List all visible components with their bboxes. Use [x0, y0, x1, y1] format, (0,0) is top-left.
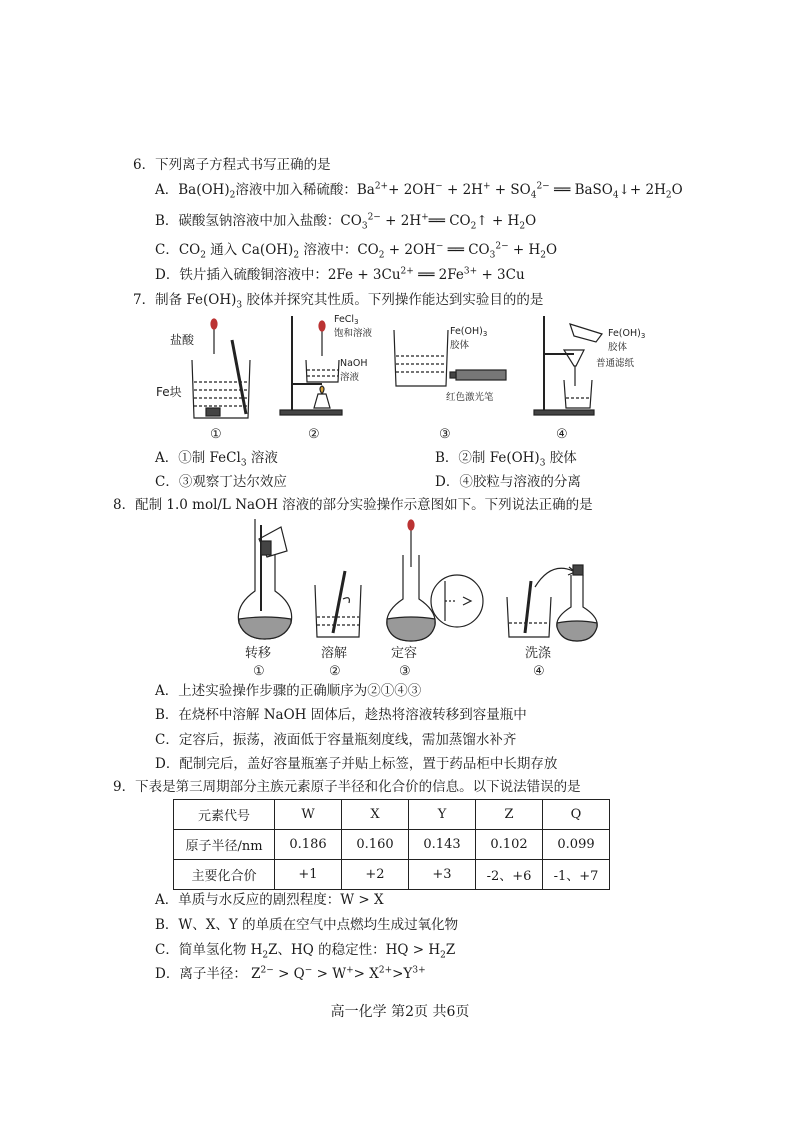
q6-option-d: D．铁片插入硫酸铜溶液中：$2Fe + 3Cu^{2+}$ ══ $2Fe^{3+} + 3Cu$ [155, 266, 525, 283]
q8-caption-2: ② [329, 664, 341, 679]
q8-label-volume: 定容 [391, 646, 418, 661]
q7-caption-3: ③ [439, 427, 451, 442]
q6-option-a: A．$Ba(OH)_2$溶液中加入稀硫酸：$Ba^{2+}+ 2OH^- + 2H^+ + SO_4^{2-}$ ══ BaSO$_4$↓+ $2H_2O$ [155, 181, 683, 201]
table-cell: +3 [409, 860, 476, 890]
q7-caption-2: ② [308, 427, 320, 442]
q6-option-c: C．$CO_2$ 通入 $Ca(OH)_2$ 溶液中：$CO_2 + 2OH^-$ ══ $CO_3^{2-} + H_2O$ [155, 241, 558, 261]
table-cell: -1、+7 [543, 860, 610, 890]
table-cell: X [342, 800, 409, 830]
table-cell: +2 [342, 860, 409, 890]
table-cell: +1 [275, 860, 342, 890]
table-cell: Y [409, 800, 476, 830]
table-cell: 0.186 [275, 830, 342, 860]
q8-step-wash [507, 565, 597, 641]
q7-stem: 7．制备 $Fe(OH)_3$ 胶体并探究其性质。下列操作能达到实验目的的是 [133, 292, 544, 311]
q8-option-a: A．上述实验操作步骤的正确顺序为②①④③ [155, 683, 422, 699]
q7-label-colloid-c: $Fe(OH)_3$ [608, 328, 646, 340]
q7-label-colloid-b: 胶体 [450, 340, 470, 351]
q8-step-dissolve [315, 571, 361, 637]
q7-label-colloid-a: $Fe(OH)_3$ [450, 326, 488, 338]
q7-label-fecl3: FeCl$_3$ [334, 314, 359, 326]
q7-label-acid: 盐酸 [170, 333, 195, 347]
table-cell: 0.143 [409, 830, 476, 860]
q7-apparatus-3 [394, 330, 506, 386]
q7-option-a: A．①制 FeCl$_3$ 溶液 [155, 450, 278, 469]
q7-label-filter-paper: 普通滤纸 [596, 358, 635, 369]
q8-figure [225, 515, 605, 680]
q7-label-colloid-d: 胶体 [608, 342, 628, 353]
table-row [174, 860, 610, 890]
q8-option-c: C．定容后，振荡，液面低于容量瓶刻度线，需加蒸馏水补齐 [155, 732, 517, 748]
table-cell: -2、+6 [476, 860, 543, 890]
table-cell: 0.102 [476, 830, 543, 860]
q7-caption-4: ④ [556, 427, 568, 442]
q7-figure [150, 310, 670, 445]
q7-caption-1: ① [210, 427, 222, 442]
q8-label-wash: 洗涤 [525, 646, 552, 661]
q8-label-dissolve: 溶解 [321, 646, 348, 661]
element-table [173, 799, 610, 890]
table-cell: 主要化合价 [174, 860, 275, 890]
q7-apparatus-2 [280, 316, 342, 415]
q8-option-b: B．在烧杯中溶解 NaOH 固体后，趁热将溶液转移到容量瓶中 [155, 707, 527, 723]
q9-option-b: B．W、X、Y 的单质在空气中点燃均生成过氧化物 [155, 917, 459, 933]
table-cell: Z [476, 800, 543, 830]
table-row [174, 800, 610, 830]
q7-option-d: D．④胶粒与溶液的分离 [435, 474, 581, 490]
table-row [174, 830, 610, 860]
q8-step-transfer [238, 519, 291, 639]
q9-stem: 9．下表是第三周期部分主族元素原子半径和化合价的信息。以下说法错误的是 [113, 779, 581, 795]
q6-option-b: B．碳酸氢钠溶液中加入盐酸：$CO_3^{2-}$ + 2H+══ $CO_2↑ + H_2O$ [155, 212, 537, 232]
q7-option-b: B．②制 $Fe(OH)_3$ 胶体 [435, 450, 577, 469]
q8-label-transfer: 转移 [245, 646, 272, 661]
q7-option-c: C．③观察丁达尔效应 [155, 474, 287, 490]
q8-caption-4: ④ [533, 664, 545, 679]
table-cell: Q [543, 800, 610, 830]
q9-option-a: A．单质与水反应的剧烈程度：W > X [155, 892, 384, 908]
q7-label-naoh: NaOH [340, 358, 368, 369]
q8-caption-3: ③ [399, 664, 411, 679]
q7-label-solution: 溶液 [340, 372, 360, 383]
q8-stem: 8．配制 1.0 mol/L NaOH 溶液的部分实验操作示意图如下。下列说法正确的是 [113, 497, 593, 513]
q9-option-c: C．简单氢化物 $H_2Z$、HQ 的稳定性：HQ > $H_2Z$ [155, 942, 456, 961]
table-cell: 0.160 [342, 830, 409, 860]
q7-label-saturated: 饱和溶液 [334, 328, 373, 339]
table-cell: 0.099 [543, 830, 610, 860]
table-cell: W [275, 800, 342, 830]
page-footer: 高一化学 第2页 共6页 [330, 1004, 470, 1020]
q7-apparatus-4 [534, 316, 602, 415]
q8-caption-1: ① [253, 664, 265, 679]
q7-label-fe: Fe块 [156, 385, 182, 399]
q6-stem: 6．下列离子方程式书写正确的是 [133, 157, 331, 173]
q9-option-d: D．离子半径： $Z^{2-} > Q^- > W^+> X^{2+}>Y^{3+}$ [155, 965, 426, 982]
table-cell: 原子半径/nm [174, 830, 275, 860]
q8-step-volume [387, 520, 483, 641]
q7-label-laser: 红色激光笔 [446, 392, 494, 403]
q7-apparatus-1 [192, 319, 250, 418]
q8-option-d: D．配制完后，盖好容量瓶塞子并贴上标签，置于药品柜中长期存放 [155, 756, 558, 772]
table-cell: 元素代号 [174, 800, 275, 830]
